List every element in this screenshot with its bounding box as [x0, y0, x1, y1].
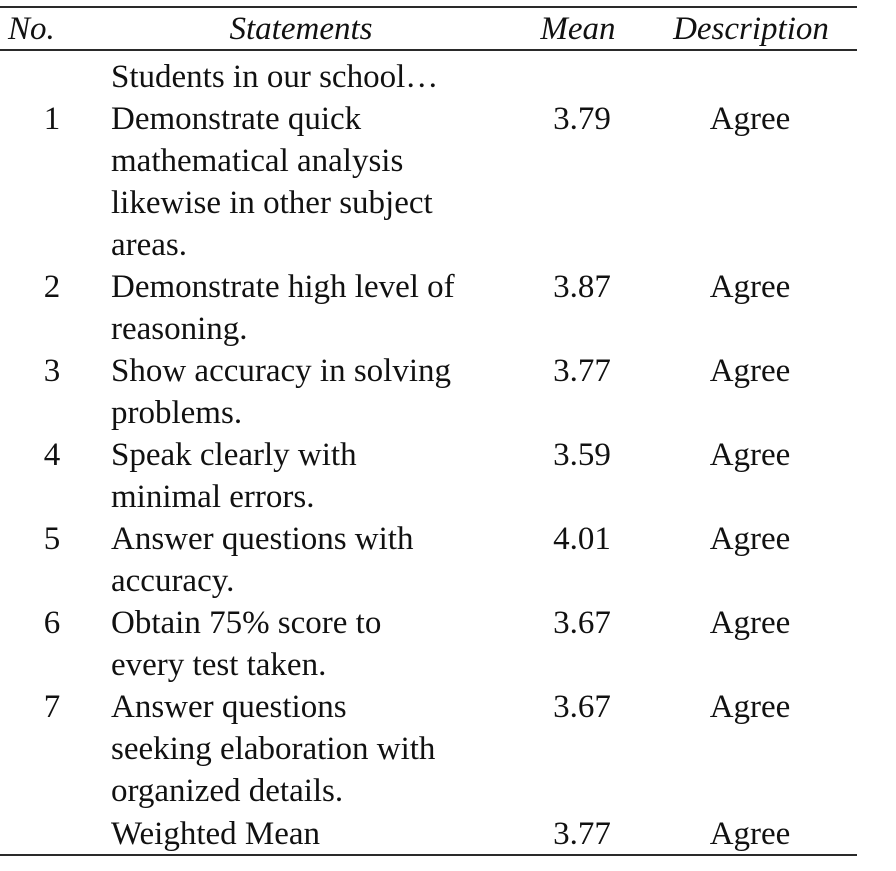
row-statement [111, 266, 455, 350]
row-statement [111, 518, 413, 602]
row-description: Agree [709, 101, 791, 137]
statement-line: minimal errors. [111, 479, 315, 515]
intro-text: Students in our school… [111, 59, 439, 95]
row-mean: 3.79 [553, 101, 611, 137]
statement-line: Demonstrate quick [111, 101, 362, 137]
row-mean: 3.59 [553, 437, 611, 473]
statement-line: Answer questions [111, 689, 347, 725]
statement-line: problems. [111, 395, 243, 431]
statement-line: areas. [111, 227, 188, 263]
row-description: Agree [709, 605, 791, 641]
statement-line: Demonstrate high level of [111, 269, 455, 305]
row-no: 1 [43, 101, 61, 137]
row-description: Agree [709, 521, 791, 557]
row-statement [111, 350, 451, 434]
statement-line: likewise in other subject [111, 185, 433, 221]
bottom-rule [0, 854, 857, 856]
statement-line: accuracy. [111, 563, 235, 599]
row-no: 7 [43, 689, 61, 725]
row-statement [111, 98, 433, 266]
header-no: No. [8, 11, 55, 47]
row-mean: 3.67 [553, 689, 611, 725]
header-mean: Mean [540, 11, 616, 47]
statement-line: Obtain 75% score to [111, 605, 382, 641]
summary-label: Weighted Mean [111, 816, 321, 852]
row-no: 2 [43, 269, 61, 305]
row-statement [111, 434, 357, 518]
row-no: 4 [43, 437, 61, 473]
header-description: Description [673, 11, 829, 47]
header-rule [0, 49, 857, 51]
statement-line: organized details. [111, 773, 344, 809]
row-mean: 3.67 [553, 605, 611, 641]
row-no: 6 [43, 605, 61, 641]
row-description: Agree [709, 269, 791, 305]
header-statements: Statements [229, 11, 373, 47]
row-statement [111, 602, 381, 686]
summary-mean: 3.77 [553, 816, 611, 852]
row-no: 5 [43, 521, 61, 557]
summary-description: Agree [709, 816, 791, 852]
row-description: Agree [709, 689, 791, 725]
statement-line: every test taken. [111, 647, 327, 683]
row-no: 3 [43, 353, 61, 389]
row-mean: 4.01 [553, 521, 611, 557]
statement-line: reasoning. [111, 311, 248, 347]
row-statement [111, 686, 435, 812]
row-mean: 3.77 [553, 353, 611, 389]
row-description: Agree [709, 437, 791, 473]
statement-line: Answer questions with [111, 521, 414, 557]
statement-line: Speak clearly with [111, 437, 357, 473]
statement-line: Show accuracy in solving [111, 353, 452, 389]
row-mean: 3.87 [553, 269, 611, 305]
row-description: Agree [709, 353, 791, 389]
statement-line: seeking elaboration with [111, 731, 436, 767]
statement-line: mathematical analysis [111, 143, 404, 179]
